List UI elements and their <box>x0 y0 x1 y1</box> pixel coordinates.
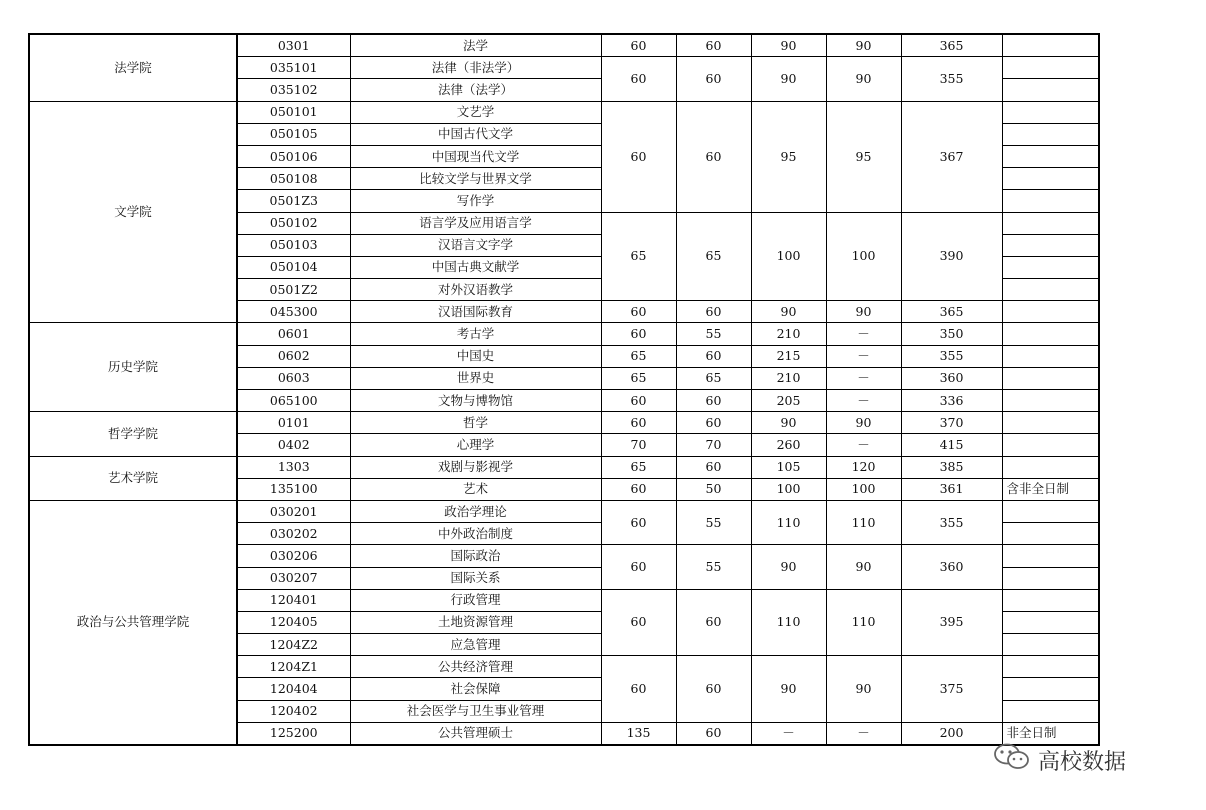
note-cell <box>1002 545 1099 567</box>
note-cell <box>1002 79 1099 101</box>
dept-cell: 法学院 <box>29 34 237 101</box>
score-cell-1: 60 <box>601 412 676 434</box>
major-cell: 文艺学 <box>350 101 601 123</box>
score-cell-3: 90 <box>751 301 826 323</box>
code-cell: 030201 <box>237 500 350 522</box>
score-cell-3: 90 <box>751 545 826 589</box>
note-cell <box>1002 656 1099 678</box>
major-cell: 艺术 <box>350 478 601 500</box>
score-cell-3: 90 <box>751 34 826 57</box>
score-cell-4: － <box>826 345 901 367</box>
score-cell-4: － <box>826 722 901 745</box>
major-cell: 公共管理硕士 <box>350 722 601 745</box>
score-cell-3: 210 <box>751 367 826 389</box>
note-cell <box>1002 234 1099 256</box>
note-cell <box>1002 412 1099 434</box>
code-cell: 045300 <box>237 301 350 323</box>
note-cell: 含非全日制 <box>1002 478 1099 500</box>
score-cell-3: 205 <box>751 390 826 412</box>
major-cell: 世界史 <box>350 367 601 389</box>
score-cell-4: 90 <box>826 34 901 57</box>
total-cell: 365 <box>901 301 1002 323</box>
score-cell-1: 135 <box>601 722 676 745</box>
score-cell-4: 90 <box>826 57 901 101</box>
dept-cell: 文学院 <box>29 101 237 323</box>
code-cell: 0501Z2 <box>237 279 350 301</box>
score-cell-2: 70 <box>676 434 751 456</box>
note-cell <box>1002 390 1099 412</box>
score-cell-4: 90 <box>826 656 901 723</box>
major-cell: 文物与博物馆 <box>350 390 601 412</box>
total-cell: 200 <box>901 722 1002 745</box>
table-row <box>29 101 1099 123</box>
table-row <box>29 412 1099 434</box>
code-cell: 050103 <box>237 234 350 256</box>
score-cell-4: － <box>826 323 901 345</box>
note-cell <box>1002 456 1099 478</box>
code-cell: 035102 <box>237 79 350 101</box>
note-cell <box>1002 323 1099 345</box>
total-cell: 385 <box>901 456 1002 478</box>
score-cell-2: 65 <box>676 212 751 301</box>
code-cell: 1204Z2 <box>237 634 350 656</box>
major-cell: 应急管理 <box>350 634 601 656</box>
score-cell-1: 60 <box>601 323 676 345</box>
score-cell-3: 100 <box>751 478 826 500</box>
table-body <box>29 34 1099 745</box>
score-cell-4: 90 <box>826 412 901 434</box>
major-cell: 法律（法学） <box>350 79 601 101</box>
score-cell-3: 90 <box>751 412 826 434</box>
note-cell <box>1002 523 1099 545</box>
wechat-icon <box>992 742 1032 778</box>
code-cell: 0301 <box>237 34 350 57</box>
score-cell-1: 70 <box>601 434 676 456</box>
major-cell: 写作学 <box>350 190 601 212</box>
score-cell-4: 90 <box>826 301 901 323</box>
major-cell: 国际关系 <box>350 567 601 589</box>
code-cell: 065100 <box>237 390 350 412</box>
code-cell: 050106 <box>237 145 350 167</box>
score-cell-4: 120 <box>826 456 901 478</box>
table-row <box>29 323 1099 345</box>
code-cell: 0402 <box>237 434 350 456</box>
code-cell: 050105 <box>237 123 350 145</box>
total-cell: 350 <box>901 323 1002 345</box>
score-cell-1: 60 <box>601 301 676 323</box>
score-cell-4: 100 <box>826 212 901 301</box>
score-cell-1: 65 <box>601 345 676 367</box>
note-cell: 非全日制 <box>1002 722 1099 745</box>
major-cell: 汉语国际教育 <box>350 301 601 323</box>
score-cell-4: 100 <box>826 478 901 500</box>
major-cell: 中国史 <box>350 345 601 367</box>
score-cell-3: 110 <box>751 500 826 544</box>
score-table <box>28 33 1100 746</box>
note-cell <box>1002 279 1099 301</box>
major-cell: 中国古代文学 <box>350 123 601 145</box>
major-cell: 比较文学与世界文学 <box>350 168 601 190</box>
note-cell <box>1002 611 1099 633</box>
code-cell: 0101 <box>237 412 350 434</box>
note-cell <box>1002 123 1099 145</box>
score-cell-2: 60 <box>676 589 751 656</box>
score-cell-4: 110 <box>826 500 901 544</box>
table-row <box>29 456 1099 478</box>
note-cell <box>1002 567 1099 589</box>
note-cell <box>1002 589 1099 611</box>
total-cell: 336 <box>901 390 1002 412</box>
major-cell: 社会保障 <box>350 678 601 700</box>
score-cell-3: 100 <box>751 212 826 301</box>
score-cell-1: 60 <box>601 34 676 57</box>
major-cell: 政治学理论 <box>350 500 601 522</box>
watermark-text: 高校数据 <box>1038 749 1127 775</box>
note-cell <box>1002 34 1099 57</box>
note-cell <box>1002 678 1099 700</box>
score-cell-1: 60 <box>601 57 676 101</box>
note-cell <box>1002 345 1099 367</box>
score-cell-4: 110 <box>826 589 901 656</box>
score-cell-3: 95 <box>751 101 826 212</box>
score-cell-3: － <box>751 722 826 745</box>
score-cell-1: 65 <box>601 367 676 389</box>
note-cell <box>1002 145 1099 167</box>
table-row <box>29 34 1099 57</box>
score-cell-1: 60 <box>601 478 676 500</box>
major-cell: 土地资源管理 <box>350 611 601 633</box>
watermark <box>992 742 1126 778</box>
score-cell-3: 90 <box>751 656 826 723</box>
total-cell: 367 <box>901 101 1002 212</box>
total-cell: 355 <box>901 345 1002 367</box>
note-cell <box>1002 190 1099 212</box>
code-cell: 035101 <box>237 57 350 79</box>
score-cell-2: 55 <box>676 323 751 345</box>
code-cell: 120405 <box>237 611 350 633</box>
score-cell-2: 60 <box>676 345 751 367</box>
score-cell-3: 210 <box>751 323 826 345</box>
code-cell: 030202 <box>237 523 350 545</box>
score-cell-2: 60 <box>676 722 751 745</box>
score-cell-4: － <box>826 434 901 456</box>
total-cell: 395 <box>901 589 1002 656</box>
score-cell-3: 90 <box>751 57 826 101</box>
code-cell: 120401 <box>237 589 350 611</box>
score-cell-1: 60 <box>601 545 676 589</box>
total-cell: 361 <box>901 478 1002 500</box>
code-cell: 1204Z1 <box>237 656 350 678</box>
score-cell-2: 65 <box>676 367 751 389</box>
code-cell: 030207 <box>237 567 350 589</box>
total-cell: 390 <box>901 212 1002 301</box>
score-cell-2: 60 <box>676 656 751 723</box>
code-cell: 0603 <box>237 367 350 389</box>
score-cell-1: 60 <box>601 656 676 723</box>
major-cell: 中国古典文献学 <box>350 256 601 278</box>
code-cell: 050101 <box>237 101 350 123</box>
code-cell: 1303 <box>237 456 350 478</box>
code-cell: 0601 <box>237 323 350 345</box>
note-cell <box>1002 57 1099 79</box>
note-cell <box>1002 301 1099 323</box>
note-cell <box>1002 212 1099 234</box>
score-cell-3: 105 <box>751 456 826 478</box>
major-cell: 语言学及应用语言学 <box>350 212 601 234</box>
note-cell <box>1002 101 1099 123</box>
total-cell: 370 <box>901 412 1002 434</box>
dept-cell: 艺术学院 <box>29 456 237 500</box>
score-cell-1: 60 <box>601 101 676 212</box>
note-cell <box>1002 434 1099 456</box>
score-cell-2: 60 <box>676 456 751 478</box>
score-cell-2: 60 <box>676 101 751 212</box>
major-cell: 心理学 <box>350 434 601 456</box>
score-cell-4: － <box>826 390 901 412</box>
score-cell-1: 60 <box>601 589 676 656</box>
code-cell: 050108 <box>237 168 350 190</box>
major-cell: 法律（非法学） <box>350 57 601 79</box>
code-cell: 050104 <box>237 256 350 278</box>
total-cell: 365 <box>901 34 1002 57</box>
note-cell <box>1002 256 1099 278</box>
major-cell: 汉语言文字学 <box>350 234 601 256</box>
score-cell-1: 65 <box>601 456 676 478</box>
major-cell: 哲学 <box>350 412 601 434</box>
total-cell: 360 <box>901 545 1002 589</box>
dept-cell: 历史学院 <box>29 323 237 412</box>
score-cell-2: 55 <box>676 500 751 544</box>
code-cell: 0501Z3 <box>237 190 350 212</box>
score-cell-4: － <box>826 367 901 389</box>
dept-cell: 政治与公共管理学院 <box>29 500 237 745</box>
score-cell-3: 260 <box>751 434 826 456</box>
score-cell-2: 60 <box>676 57 751 101</box>
note-cell <box>1002 500 1099 522</box>
score-cell-3: 110 <box>751 589 826 656</box>
major-cell: 戏剧与影视学 <box>350 456 601 478</box>
major-cell: 对外汉语教学 <box>350 279 601 301</box>
code-cell: 050102 <box>237 212 350 234</box>
code-cell: 120402 <box>237 700 350 722</box>
code-cell: 030206 <box>237 545 350 567</box>
major-cell: 国际政治 <box>350 545 601 567</box>
score-cell-2: 60 <box>676 390 751 412</box>
score-cell-4: 90 <box>826 545 901 589</box>
table-row <box>29 500 1099 522</box>
major-cell: 行政管理 <box>350 589 601 611</box>
code-cell: 0602 <box>237 345 350 367</box>
score-cell-2: 60 <box>676 34 751 57</box>
major-cell: 中外政治制度 <box>350 523 601 545</box>
note-cell <box>1002 634 1099 656</box>
major-cell: 公共经济管理 <box>350 656 601 678</box>
score-cell-1: 60 <box>601 390 676 412</box>
major-cell: 考古学 <box>350 323 601 345</box>
total-cell: 375 <box>901 656 1002 723</box>
code-cell: 135100 <box>237 478 350 500</box>
score-cell-2: 60 <box>676 301 751 323</box>
total-cell: 355 <box>901 500 1002 544</box>
code-cell: 120404 <box>237 678 350 700</box>
code-cell: 125200 <box>237 722 350 745</box>
dept-cell: 哲学学院 <box>29 412 237 456</box>
total-cell: 355 <box>901 57 1002 101</box>
score-cell-1: 65 <box>601 212 676 301</box>
score-cell-3: 215 <box>751 345 826 367</box>
score-cell-2: 60 <box>676 412 751 434</box>
score-cell-2: 50 <box>676 478 751 500</box>
major-cell: 社会医学与卫生事业管理 <box>350 700 601 722</box>
score-cell-2: 55 <box>676 545 751 589</box>
score-cell-4: 95 <box>826 101 901 212</box>
total-cell: 415 <box>901 434 1002 456</box>
note-cell <box>1002 367 1099 389</box>
major-cell: 中国现当代文学 <box>350 145 601 167</box>
note-cell <box>1002 700 1099 722</box>
total-cell: 360 <box>901 367 1002 389</box>
score-cell-1: 60 <box>601 500 676 544</box>
major-cell: 法学 <box>350 34 601 57</box>
note-cell <box>1002 168 1099 190</box>
